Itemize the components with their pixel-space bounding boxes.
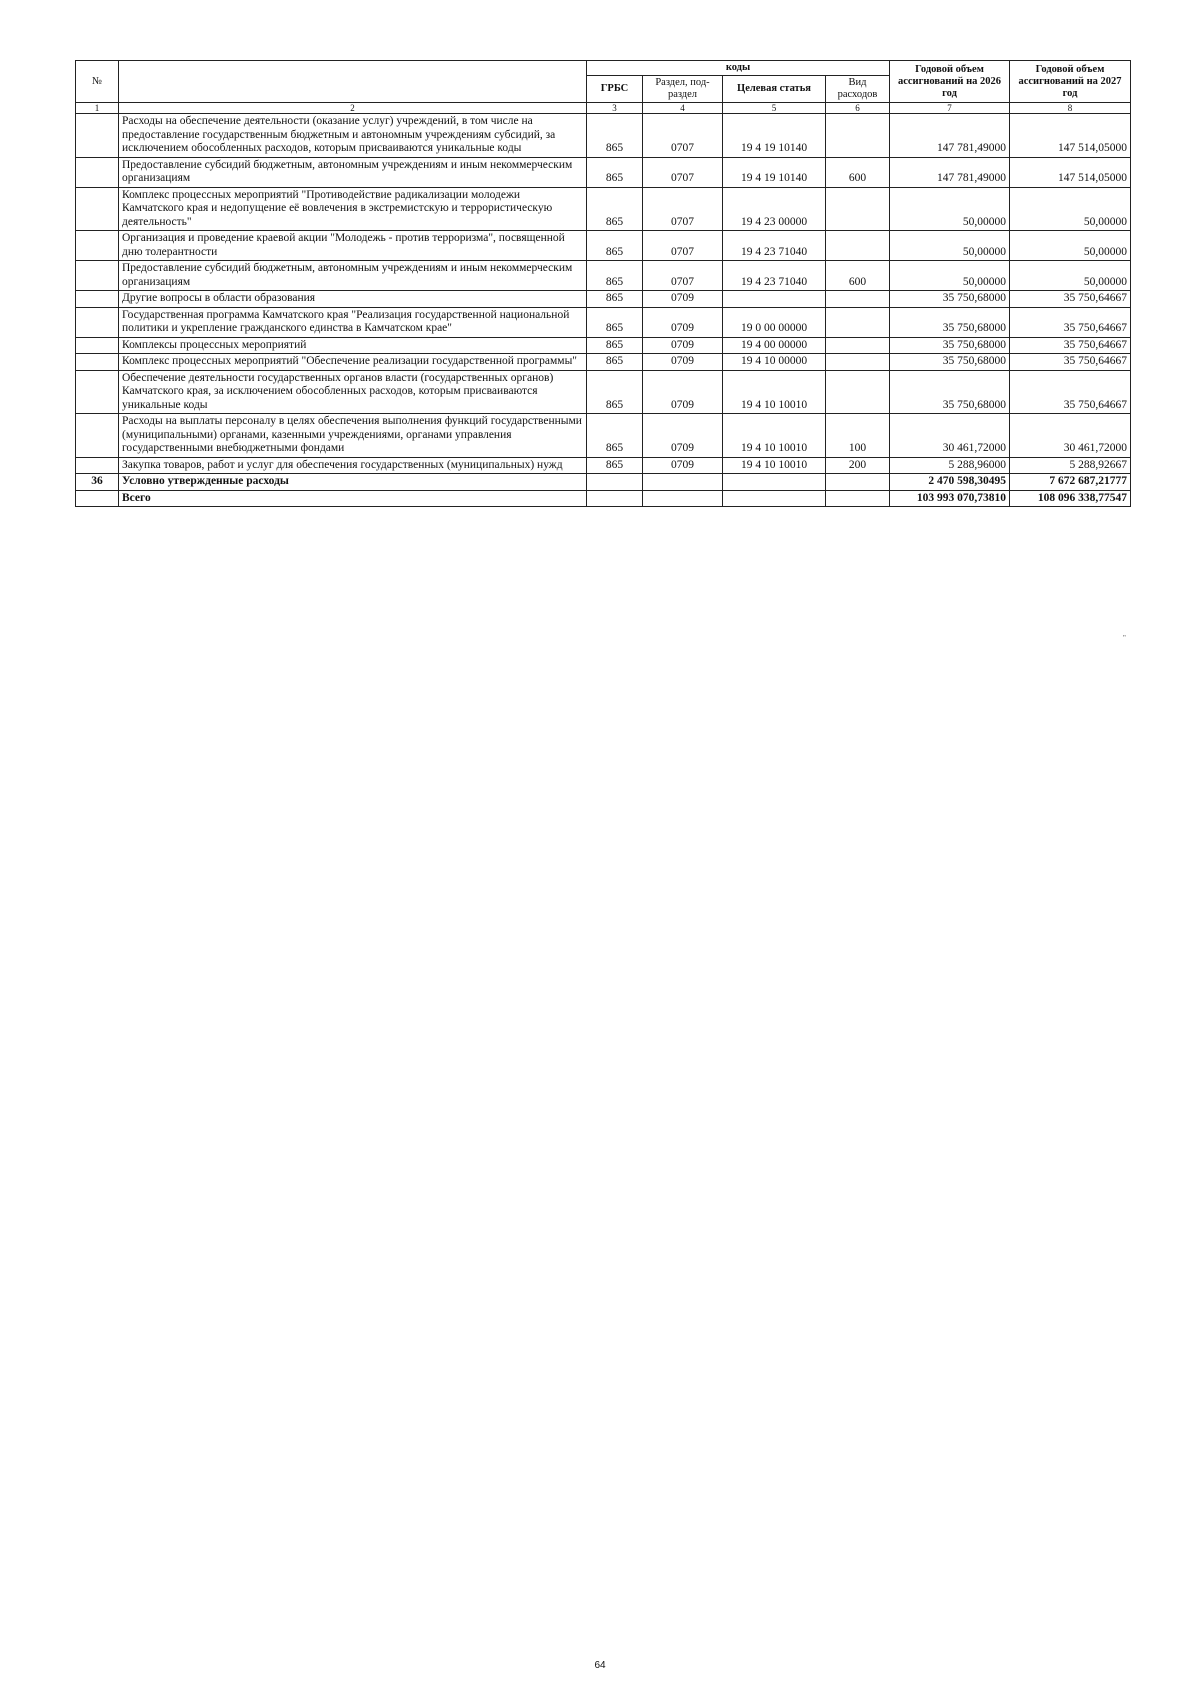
header-description [119,61,587,103]
header-section: Раздел, под-раздел [643,76,723,103]
section-cell: 0707 [643,114,723,158]
volume-2027-cell: 50,00000 [1010,261,1131,291]
section-cell: 0709 [643,337,723,354]
target-article-cell: 19 4 23 71040 [723,261,826,291]
header-expense-type: Вид расходов [826,76,890,103]
table-row [76,370,1131,414]
row-description: Комплексы процессных мероприятий [119,337,587,354]
grbs-cell: 865 [587,187,643,231]
column-number: 3 [587,103,643,114]
target-article-cell: 19 4 00 00000 [723,337,826,354]
row-description: Государственная программа Камчатского края "Реализация государственной национальной политики и укрепление гражданского единства в Камчатском крае" [119,307,587,337]
volume-2027-cell: 7 672 687,21777 [1010,474,1131,491]
column-numbers-row [76,103,1131,114]
table-row [76,354,1131,371]
section-cell: 0709 [643,457,723,474]
expense-type-cell [826,291,890,308]
volume-2027-cell: 35 750,64667 [1010,337,1131,354]
empty-cell [643,474,723,491]
row-number [76,307,119,337]
expense-type-cell [826,337,890,354]
budget-table-sheet [75,60,1130,507]
section-cell: 0707 [643,157,723,187]
table-row [76,307,1131,337]
column-number: 4 [643,103,723,114]
row-number [76,231,119,261]
volume-2027-cell: 35 750,64667 [1010,291,1131,308]
expense-type-cell: 200 [826,457,890,474]
header-codes: коды [587,61,890,76]
grbs-cell: 865 [587,231,643,261]
volume-2026-cell: 30 461,72000 [890,414,1010,458]
row-number [76,337,119,354]
row-number [76,354,119,371]
volume-2026-cell: 35 750,68000 [890,337,1010,354]
volume-2027-cell: 30 461,72000 [1010,414,1131,458]
volume-2026-cell: 35 750,68000 [890,370,1010,414]
volume-2027-cell: 35 750,64667 [1010,354,1131,371]
section-cell: 0709 [643,370,723,414]
target-article-cell: 19 4 23 71040 [723,231,826,261]
target-article-cell: 19 4 19 10140 [723,157,826,187]
expense-type-cell [826,307,890,337]
total-label: Всего [119,490,587,507]
empty-cell [76,490,119,507]
section-cell: 0709 [643,414,723,458]
table-row [76,157,1131,187]
expense-type-cell: 600 [826,261,890,291]
row-number [76,414,119,458]
expense-type-cell: 100 [826,414,890,458]
row-description: Расходы на обеспечение деятельности (оказание услуг) учреждений, в том числе на предоставление государственным бюджетным и автономным учреждениям субсидий, за исключением обособленных расходов, которым присваиваются уникальные коды [119,114,587,158]
grbs-cell: 865 [587,114,643,158]
row-number [76,157,119,187]
section-cell: 0707 [643,231,723,261]
volume-2027-cell: 50,00000 [1010,231,1131,261]
budget-allocation-table [75,60,1131,507]
end-quote-mark: " [1123,634,1126,642]
expense-type-cell [826,114,890,158]
column-number: 6 [826,103,890,114]
target-article-cell: 19 4 23 00000 [723,187,826,231]
total-2026-cell: 103 993 070,73810 [890,490,1010,507]
empty-cell [723,474,826,491]
volume-2026-cell: 35 750,68000 [890,354,1010,371]
section-cell: 0707 [643,187,723,231]
volume-2027-cell: 5 288,92667 [1010,457,1131,474]
expense-type-cell [826,354,890,371]
volume-2027-cell: 50,00000 [1010,187,1131,231]
grbs-cell: 865 [587,457,643,474]
row-description: Организация и проведение краевой акции "Молодежь - против терроризма", посвященной дню толерантности [119,231,587,261]
empty-cell [826,474,890,491]
volume-2026-cell: 50,00000 [890,187,1010,231]
target-article-cell: 19 4 19 10140 [723,114,826,158]
column-number: 2 [119,103,587,114]
volume-2026-cell: 50,00000 [890,231,1010,261]
grbs-cell: 865 [587,261,643,291]
header-target-article: Целевая статья [723,76,826,103]
volume-2027-cell: 147 514,05000 [1010,157,1131,187]
row-description: Обеспечение деятельности государственных органов власти (государственных органов) Камчатского края, за исключением обособленных расходов, которым присваиваются уникальные коды [119,370,587,414]
column-number: 8 [1010,103,1131,114]
target-article-cell [723,291,826,308]
header-volume-2026: Годовой объем ассигнований на 2026 год [890,61,1010,103]
target-article-cell: 19 4 10 10010 [723,457,826,474]
row-description: Предоставление субсидий бюджетным, автономным учреждениям и иным некоммерческим организациям [119,261,587,291]
volume-2026-cell: 147 781,49000 [890,157,1010,187]
row-description: Расходы на выплаты персоналу в целях обеспечения выполнения функций государственными (муниципальными) органами, казенными учреждениями, органами управления государственными внебюджетными фондами [119,414,587,458]
volume-2026-cell: 2 470 598,30495 [890,474,1010,491]
page-number: 64 [594,1660,606,1671]
row-number [76,187,119,231]
row-description: Закупка товаров, работ и услуг для обеспечения государственных (муниципальных) нужд [119,457,587,474]
row-description: Комплекс процессных мероприятий "Противодействие радикализации молодежи Камчатского края и недопущение её вовлечения в экстремистскую и террористическую деятельность" [119,187,587,231]
row-number [76,261,119,291]
row-description: Другие вопросы в области образования [119,291,587,308]
row-number [76,457,119,474]
section-cell: 0709 [643,291,723,308]
grbs-cell: 865 [587,337,643,354]
row-description: Предоставление субсидий бюджетным, автономным учреждениям и иным некоммерческим организациям [119,157,587,187]
target-article-cell: 19 4 10 00000 [723,354,826,371]
volume-2026-cell: 50,00000 [890,261,1010,291]
table-row [76,457,1131,474]
row-number [76,291,119,308]
empty-cell [587,490,643,507]
table-row [76,414,1131,458]
table-row [76,291,1131,308]
grand-total-row [76,490,1131,507]
target-article-cell: 19 4 10 10010 [723,370,826,414]
empty-cell [587,474,643,491]
column-number: 1 [76,103,119,114]
empty-cell [826,490,890,507]
total-2027-cell: 108 096 338,77547 [1010,490,1131,507]
grbs-cell: 865 [587,307,643,337]
header-number: № [76,61,119,103]
header-grbs: ГРБС [587,76,643,103]
row-description: Условно утвержденные расходы [119,474,587,491]
table-row [76,114,1131,158]
table-row [76,231,1131,261]
row-number [76,370,119,414]
grbs-cell: 865 [587,414,643,458]
empty-cell [723,490,826,507]
volume-2026-cell: 35 750,68000 [890,291,1010,308]
target-article-cell: 19 4 10 10010 [723,414,826,458]
section-cell: 0709 [643,354,723,371]
column-number: 7 [890,103,1010,114]
section-cell: 0709 [643,307,723,337]
volume-2027-cell: 35 750,64667 [1010,370,1131,414]
expense-type-cell: 600 [826,157,890,187]
table-row [76,337,1131,354]
volume-2026-cell: 5 288,96000 [890,457,1010,474]
volume-2027-cell: 35 750,64667 [1010,307,1131,337]
grbs-cell: 865 [587,291,643,308]
row-description: Комплекс процессных мероприятий "Обеспечение реализации государственной программы" [119,354,587,371]
column-number: 5 [723,103,826,114]
row-number: 36 [76,474,119,491]
grbs-cell: 865 [587,157,643,187]
volume-2026-cell: 35 750,68000 [890,307,1010,337]
header-volume-2027: Годовой объем ассигнований на 2027 год [1010,61,1131,103]
empty-cell [643,490,723,507]
row-number [76,114,119,158]
section-cell: 0707 [643,261,723,291]
conditional-expenses-row [76,474,1131,491]
target-article-cell: 19 0 00 00000 [723,307,826,337]
table-body [76,103,1131,474]
grbs-cell: 865 [587,370,643,414]
expense-type-cell [826,370,890,414]
table-row [76,187,1131,231]
table-row [76,261,1131,291]
expense-type-cell [826,231,890,261]
volume-2027-cell: 147 514,05000 [1010,114,1131,158]
grbs-cell: 865 [587,354,643,371]
volume-2026-cell: 147 781,49000 [890,114,1010,158]
expense-type-cell [826,187,890,231]
